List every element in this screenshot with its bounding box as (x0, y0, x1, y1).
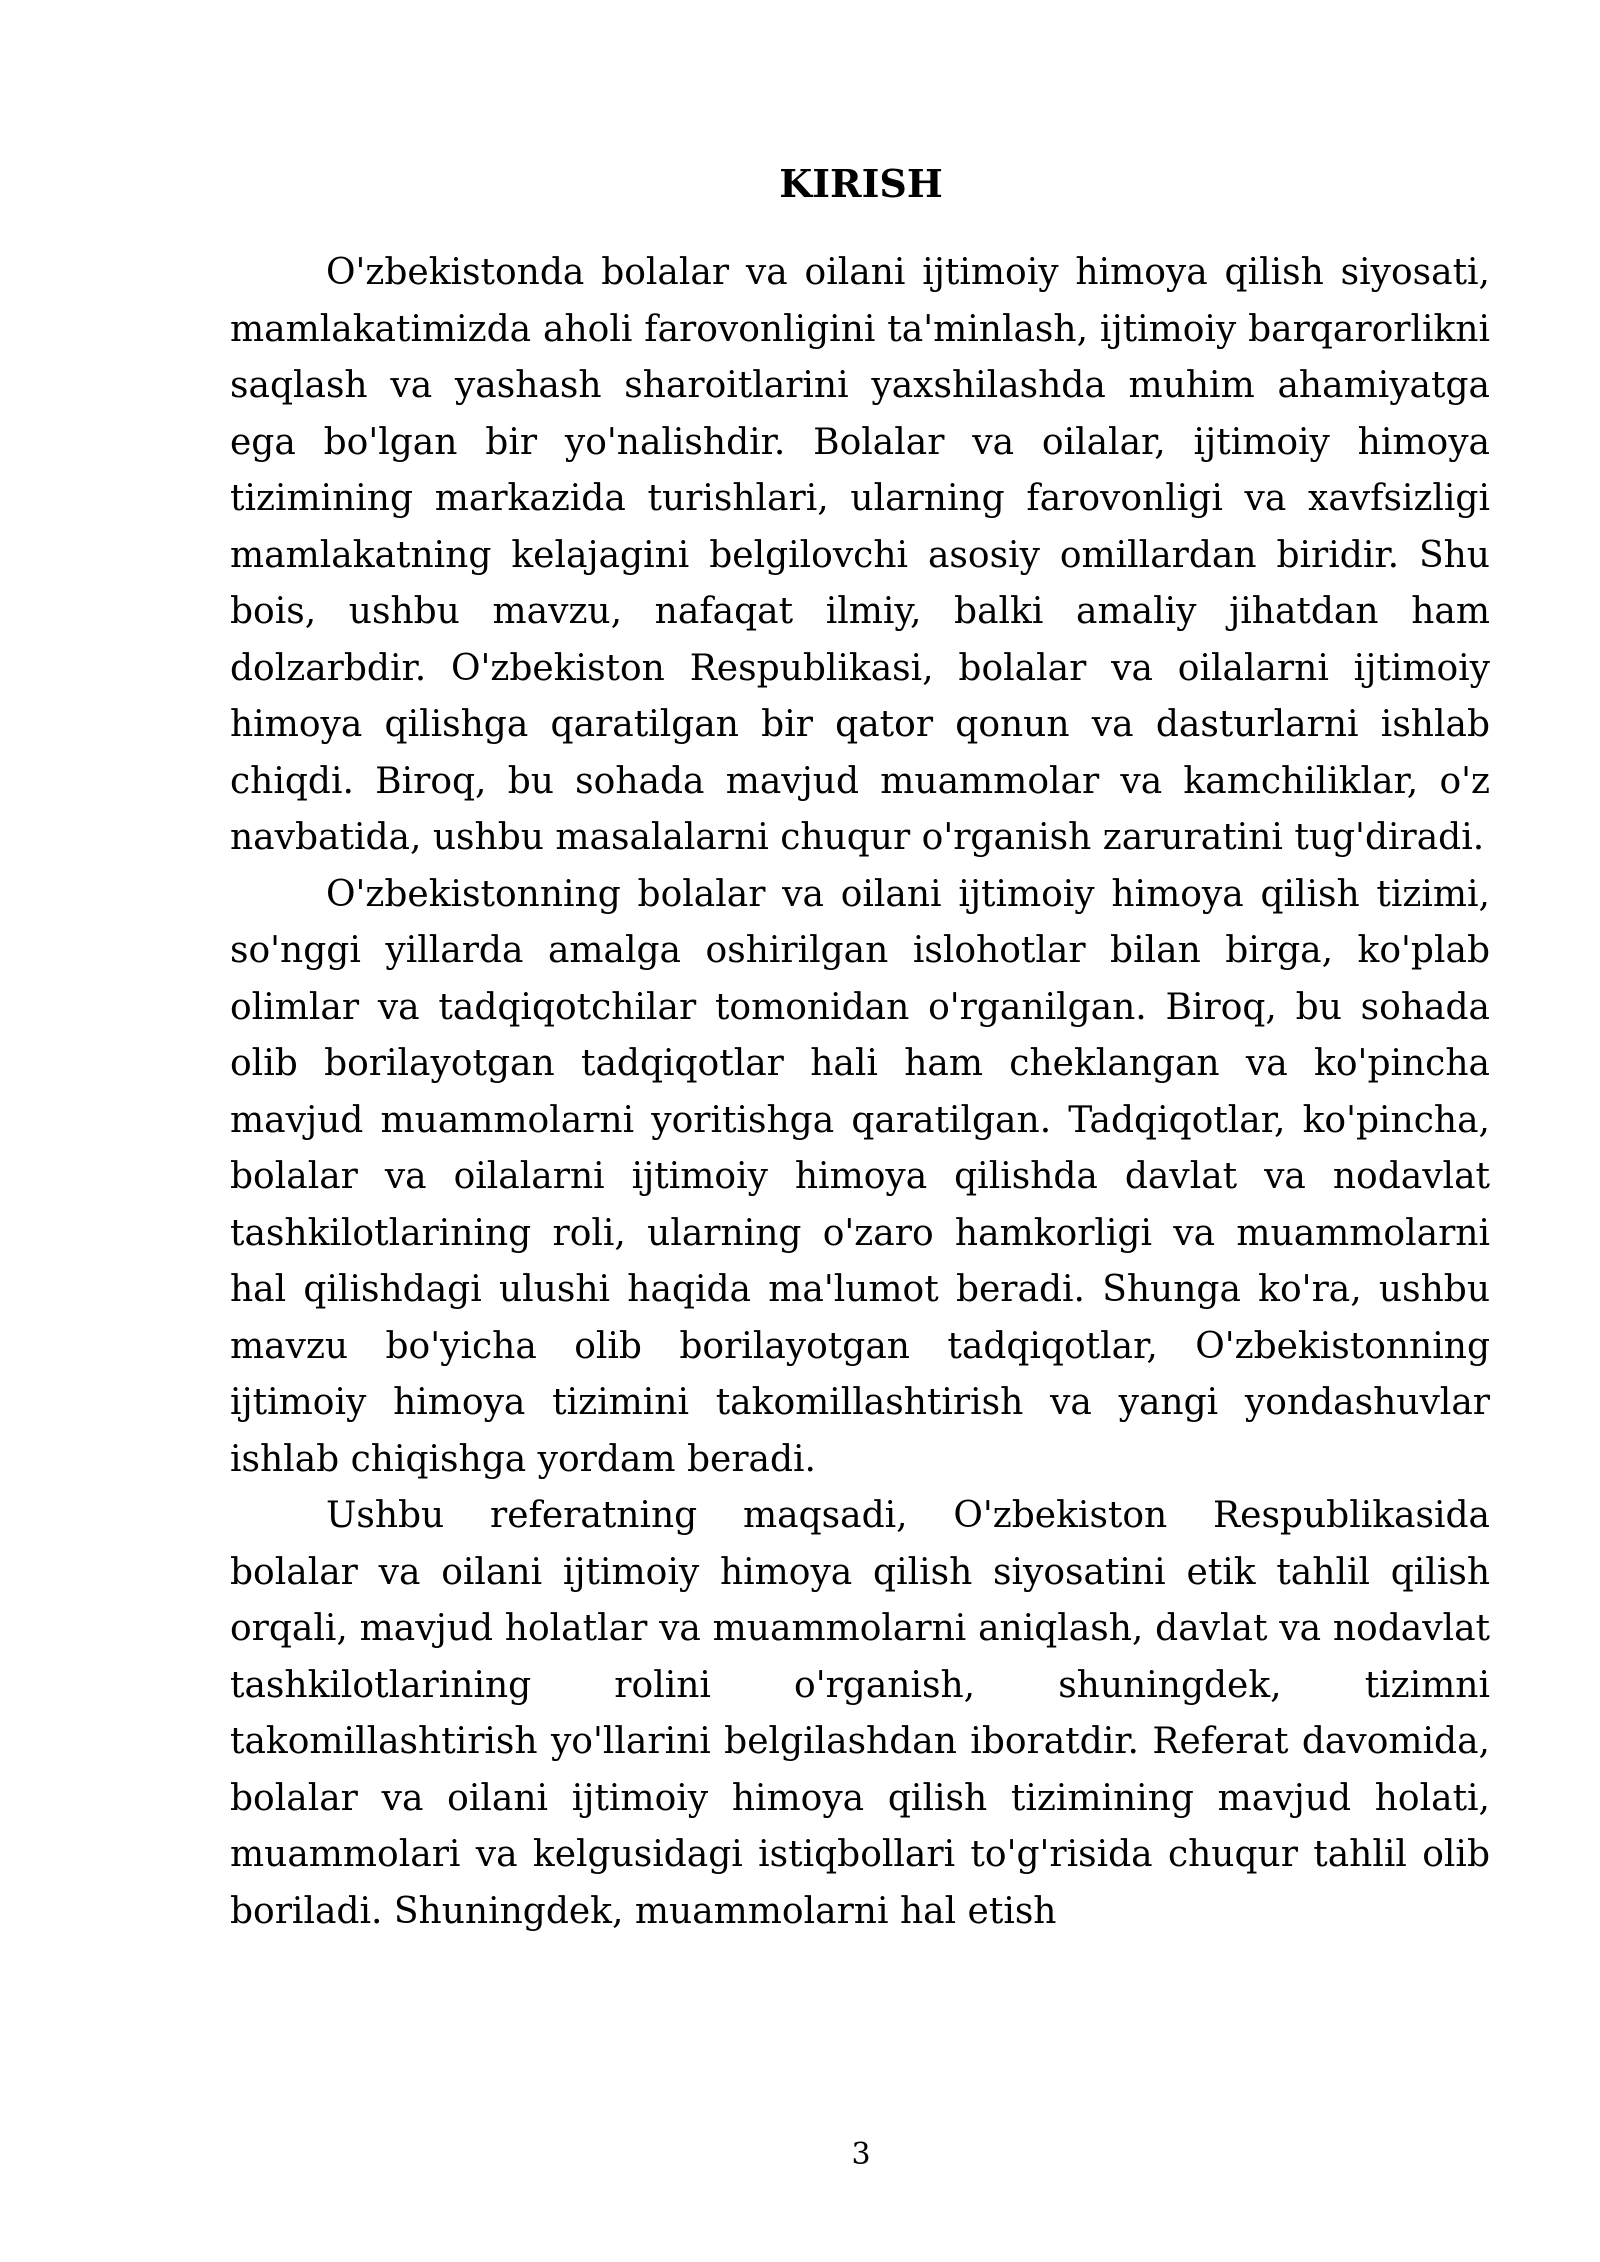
page-title: KIRISH (779, 161, 943, 206)
paragraph-2: O'zbekistonning bolalar va oilani ijtimoiy himoya qilish tizimi, so'nggi yillarda amalga oshirilgan islohotlar bilan birga, ko'plab olimlar va tadqiqotchilar tomonidan o'rganilgan. Biroq, bu sohada olib borilayotgan tadqiqotlar hali ham cheklangan va ko'pincha mavjud muammolarni yoritishga qaratilgan. Tadqiqotlar, ko'pincha, bolalar va oilalarni ijtimoiy himoya qilishda davlat va nodavlat tashkilotlarining roli, ularning o'zaro hamkorligi va muammolarni hal qilishdagi ulushi haqida ma'lumot beradi. Shunga ko'ra, ushbu mavzu bo'yicha olib borilayotgan tadqiqotlar, O'zbekistonning ijtimoiy himoya tizimini takomillashtirish va yangi yondashuvlar ishlab chiqishga yordam beradi. (230, 873, 1490, 1480)
body-text (230, 245, 1490, 1940)
page-number: 3 (851, 2137, 871, 2172)
paragraph-3: Ushbu referatning maqsadi, O'zbekiston Respublikasida bolalar va oilani ijtimoiy himoya qilish siyosatini etik tahlil qilish orqali, mavjud holatlar va muammolarni aniqlash, davlat va nodavlat tashkilotlarining rolini o'rganish, shuningdek, tizimni takomillashtirish yo'llarini belgilashdan iboratdir. Referat davomida, bolalar va oilani ijtimoiy himoya qilish tizimining mavjud holati, muammolari va kelgusidagi istiqbollari to'g'risida chuqur tahlil olib boriladi. Shuningdek, muammolarni hal etish (230, 1495, 1490, 1932)
paragraph-1: O'zbekistonda bolalar va oilani ijtimoiy himoya qilish siyosati, mamlakatimizda aholi farovonligini ta'minlash, ijtimoiy barqarorlikni saqlash va yashash sharoitlarini yaxshilashda muhim ahamiyatga ega bo'lgan bir yo'nalishdir. Bolalar va oilalar, ijtimoiy himoya tizimining markazida turishlari, ularning farovonligi va xavfsizligi mamlakatning kelajagini belgilovchi asosiy omillardan biridir. Shu bois, ushbu mavzu, nafaqat ilmiy, balki amaliy jihatdan ham dolzarbdir. O'zbekiston Respublikasi, bolalar va oilalarni ijtimoiy himoya qilishga qaratilgan bir qator qonun va dasturlarni ishlab chiqdi. Biroq, bu sohada mavjud muammolar va kamchiliklar, o'z navbatida, ushbu masalalarni chuqur o'rganish zaruratini tug'diradi. (230, 252, 1490, 858)
